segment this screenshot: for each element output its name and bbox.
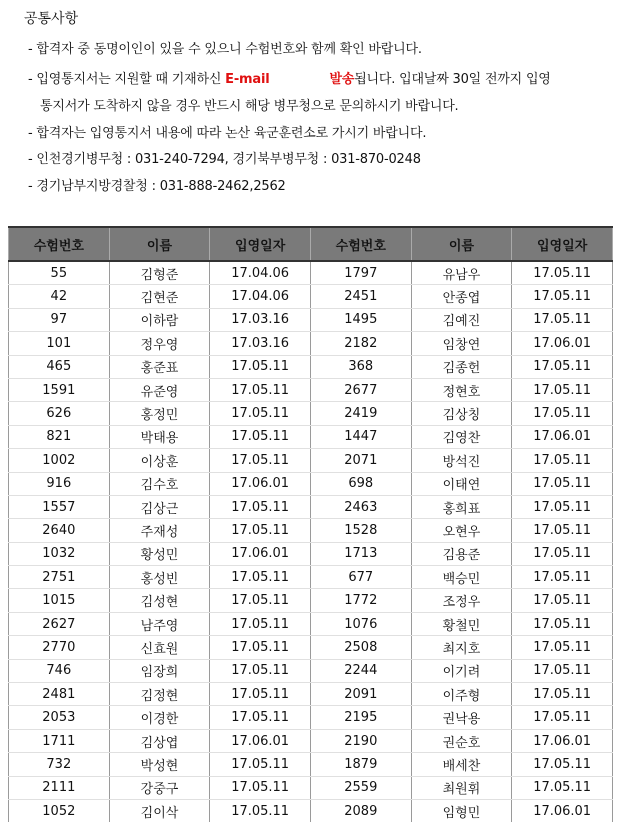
notice-line-5: - 경기남부지방경찰청 : 031-888-2462,2562 [28,179,286,194]
table-row [9,566,613,589]
cell-exam-number: 1797 [310,261,411,285]
cell-name: 최원휘 [411,776,512,799]
cell-exam-number: 2481 [9,683,110,706]
cell-exam-number: 42 [9,285,110,308]
cell-exam-number: 1713 [310,542,411,565]
cell-exam-number: 2089 [310,799,411,822]
table-row [9,753,613,776]
cell-name: 김영찬 [411,425,512,448]
table-row [9,636,613,659]
cell-exam-number: 1591 [9,378,110,401]
cell-exam-number: 2677 [310,378,411,401]
cell-enlist-date: 17.06.01 [512,729,613,752]
cell-enlist-date: 17.04.06 [210,261,311,285]
cell-name: 이경한 [109,706,210,729]
cell-enlist-date: 17.05.11 [210,378,311,401]
cell-name: 정우영 [109,332,210,355]
cell-name: 김용준 [411,542,512,565]
cell-name: 황성민 [109,542,210,565]
cell-name: 황철민 [411,612,512,635]
cell-exam-number: 1711 [9,729,110,752]
table-row [9,799,613,822]
cell-exam-number: 2195 [310,706,411,729]
cell-exam-number: 55 [9,261,110,285]
cell-exam-number: 1557 [9,495,110,518]
cell-exam-number: 821 [9,425,110,448]
cell-enlist-date: 17.06.01 [512,332,613,355]
cell-enlist-date: 17.05.11 [210,519,311,542]
cell-exam-number: 2244 [310,659,411,682]
table-row [9,425,613,448]
cell-name: 오현우 [411,519,512,542]
cell-exam-number: 1447 [310,425,411,448]
cell-enlist-date: 17.06.01 [210,472,311,495]
notice-line-4: - 인천경기병무청 : 031-240-7294, 경기북부병무청 : 031-870-0248 [28,152,421,167]
cell-name: 남주영 [109,612,210,635]
cell-name: 김현준 [109,285,210,308]
cell-enlist-date: 17.05.11 [512,449,613,472]
cell-enlist-date: 17.05.11 [210,776,311,799]
cell-exam-number: 2508 [310,636,411,659]
cell-enlist-date: 17.05.11 [512,683,613,706]
table-row [9,378,613,401]
cell-name: 김종헌 [411,355,512,378]
send-highlight: 발송 [329,72,355,87]
cell-exam-number: 2091 [310,683,411,706]
cell-name: 이하람 [109,308,210,331]
cell-enlist-date: 17.05.11 [512,659,613,682]
cell-enlist-date: 17.05.11 [512,285,613,308]
table-row [9,308,613,331]
cell-enlist-date: 17.03.16 [210,308,311,331]
cell-exam-number: 1076 [310,612,411,635]
cell-enlist-date: 17.05.11 [512,355,613,378]
table-row [9,332,613,355]
notice-line-2 [28,68,551,87]
cell-enlist-date: 17.05.11 [210,683,311,706]
cell-exam-number: 2071 [310,449,411,472]
cell-enlist-date: 17.05.11 [512,776,613,799]
cell-enlist-date: 17.05.11 [512,542,613,565]
cell-exam-number: 2463 [310,495,411,518]
cell-enlist-date: 17.05.11 [512,519,613,542]
cell-name: 김형준 [109,261,210,285]
cell-exam-number: 1002 [9,449,110,472]
cell-exam-number: 1032 [9,542,110,565]
cell-name: 김정현 [109,683,210,706]
cell-name: 이기려 [411,659,512,682]
cell-exam-number: 698 [310,472,411,495]
cell-enlist-date: 17.05.11 [210,636,311,659]
cell-name: 이태연 [411,472,512,495]
cell-exam-number: 465 [9,355,110,378]
cell-enlist-date: 17.05.11 [210,589,311,612]
cell-enlist-date: 17.05.11 [210,706,311,729]
cell-exam-number: 2111 [9,776,110,799]
table-row [9,355,613,378]
cell-enlist-date: 17.06.01 [210,542,311,565]
cell-exam-number: 2182 [310,332,411,355]
cell-enlist-date: 17.05.11 [512,495,613,518]
table-row [9,519,613,542]
cell-enlist-date: 17.05.11 [512,706,613,729]
cell-name: 배세찬 [411,753,512,776]
table-row [9,495,613,518]
cell-name: 권순호 [411,729,512,752]
cell-name: 홍희표 [411,495,512,518]
cell-exam-number: 1879 [310,753,411,776]
cell-exam-number: 368 [310,355,411,378]
results-table-container [8,226,613,822]
cell-name: 김이삭 [109,799,210,822]
cell-name: 박성현 [109,753,210,776]
cell-enlist-date: 17.05.11 [210,799,311,822]
cell-name: 김성현 [109,589,210,612]
cell-enlist-date: 17.05.11 [210,753,311,776]
cell-enlist-date: 17.05.11 [512,589,613,612]
table-row [9,612,613,635]
cell-enlist-date: 17.05.11 [512,753,613,776]
cell-enlist-date: 17.05.11 [512,402,613,425]
cell-enlist-date: 17.06.01 [512,799,613,822]
cell-name: 백승민 [411,566,512,589]
table-row [9,402,613,425]
header-name-2: 이름 [411,227,512,261]
cell-name: 신효원 [109,636,210,659]
cell-name: 조정우 [411,589,512,612]
cell-enlist-date: 17.05.11 [210,402,311,425]
notice-line-2-cont: 통지서가 도착하지 않을 경우 반드시 해당 병무청으로 문의하시기 바랍니다. [40,99,459,114]
cell-name: 최지호 [411,636,512,659]
table-row [9,776,613,799]
table-row [9,589,613,612]
cell-exam-number: 2770 [9,636,110,659]
cell-enlist-date: 17.03.16 [210,332,311,355]
header-enlist-date-1: 입영일자 [210,227,311,261]
cell-exam-number: 2419 [310,402,411,425]
table-body [9,261,613,822]
table-row [9,472,613,495]
table-row [9,683,613,706]
cell-exam-number: 916 [9,472,110,495]
cell-name: 박태용 [109,425,210,448]
cell-name: 방석진 [411,449,512,472]
table-row [9,706,613,729]
cell-enlist-date: 17.05.11 [512,378,613,401]
cell-enlist-date: 17.05.11 [512,612,613,635]
cell-exam-number: 1528 [310,519,411,542]
cell-name: 주재성 [109,519,210,542]
cell-exam-number: 732 [9,753,110,776]
cell-name: 홍준표 [109,355,210,378]
cell-enlist-date: 17.05.11 [210,566,311,589]
cell-exam-number: 2190 [310,729,411,752]
notice-title: 공통사항 [24,11,79,27]
notice-line-1: - 합격자 중 동명이인이 있을 수 있으니 수험번호와 함께 확인 바랍니다. [28,42,422,57]
cell-name: 안종엽 [411,285,512,308]
notice-line-3: - 합격자는 입영통지서 내용에 따라 논산 육군훈련소로 가시기 바랍니다. [28,126,427,141]
results-table [8,226,613,822]
cell-exam-number: 97 [9,308,110,331]
email-highlight: E-mail [225,72,270,87]
cell-exam-number: 2451 [310,285,411,308]
table-row [9,729,613,752]
table-row [9,659,613,682]
cell-name: 김상근 [109,495,210,518]
cell-exam-number: 1015 [9,589,110,612]
header-enlist-date-2: 입영일자 [512,227,613,261]
cell-exam-number: 1772 [310,589,411,612]
cell-enlist-date: 17.05.11 [210,495,311,518]
header-exam-number-1: 수험번호 [9,227,110,261]
header-exam-number-2: 수험번호 [310,227,411,261]
table-header-row [9,227,613,261]
cell-exam-number: 1495 [310,308,411,331]
cell-exam-number: 677 [310,566,411,589]
cell-enlist-date: 17.04.06 [210,285,311,308]
cell-name: 유준영 [109,378,210,401]
cell-name: 홍성빈 [109,566,210,589]
table-row [9,542,613,565]
cell-name: 권낙용 [411,706,512,729]
cell-enlist-date: 17.05.11 [512,472,613,495]
cell-name: 김상칭 [411,402,512,425]
cell-enlist-date: 17.05.11 [512,308,613,331]
cell-exam-number: 1052 [9,799,110,822]
cell-name: 임장희 [109,659,210,682]
cell-name: 이주형 [411,683,512,706]
cell-exam-number: 101 [9,332,110,355]
cell-enlist-date: 17.05.11 [512,566,613,589]
cell-name: 임창연 [411,332,512,355]
cell-exam-number: 2640 [9,519,110,542]
cell-exam-number: 626 [9,402,110,425]
cell-name: 김상엽 [109,729,210,752]
header-name-1: 이름 [109,227,210,261]
cell-name: 정현호 [411,378,512,401]
cell-enlist-date: 17.05.11 [210,355,311,378]
cell-exam-number: 2053 [9,706,110,729]
cell-enlist-date: 17.05.11 [210,612,311,635]
cell-enlist-date: 17.05.11 [210,425,311,448]
cell-enlist-date: 17.05.11 [210,449,311,472]
cell-name: 강중구 [109,776,210,799]
cell-name: 임형민 [411,799,512,822]
table-row [9,449,613,472]
cell-exam-number: 2627 [9,612,110,635]
cell-name: 유남우 [411,261,512,285]
cell-exam-number: 2751 [9,566,110,589]
cell-name: 이상훈 [109,449,210,472]
cell-name: 김예진 [411,308,512,331]
cell-exam-number: 2559 [310,776,411,799]
cell-enlist-date: 17.05.11 [210,659,311,682]
cell-enlist-date: 17.05.11 [512,636,613,659]
notice-line-2-text-b: 됩니다. 입대날짜 30일 전까지 입영 [354,72,551,87]
cell-enlist-date: 17.05.11 [512,261,613,285]
cell-exam-number: 746 [9,659,110,682]
cell-name: 김수호 [109,472,210,495]
cell-enlist-date: 17.06.01 [512,425,613,448]
cell-name: 홍정민 [109,402,210,425]
cell-enlist-date: 17.06.01 [210,729,311,752]
notice-line-2-text-a: - 입영통지서는 지원할 때 기재하신 [28,72,226,87]
table-row [9,261,613,285]
table-row [9,285,613,308]
